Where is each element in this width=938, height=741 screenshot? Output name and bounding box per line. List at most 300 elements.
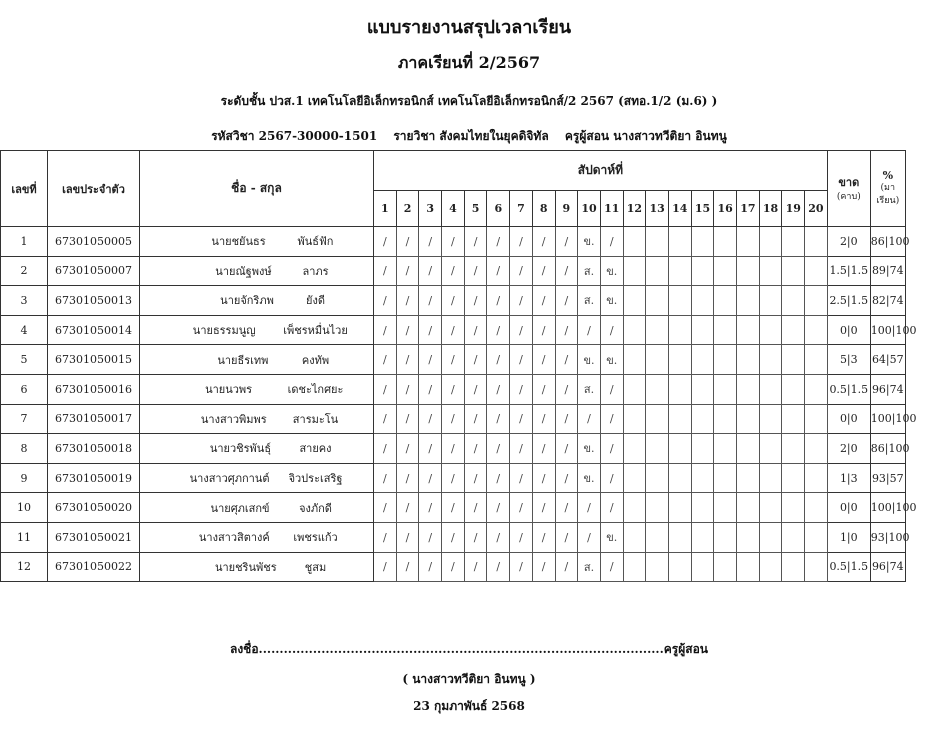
attendance-mark: / — [464, 552, 487, 582]
week-number: 2 — [396, 191, 419, 227]
percent-sub2: เรียน) — [876, 196, 900, 206]
attendance-mark: / — [600, 404, 623, 434]
attendance-mark: / — [419, 227, 442, 257]
attendance-mark — [623, 434, 646, 464]
attendance-mark: / — [464, 227, 487, 257]
attendance-mark — [782, 552, 805, 582]
attendance-percent: 100|100 — [870, 493, 905, 523]
subject-code: รหัสวิชา 2567-30000-1501 — [211, 129, 378, 143]
attendance-mark: / — [487, 374, 510, 404]
header-week: สัปดาห์ที่ — [374, 151, 828, 191]
attendance-mark — [668, 434, 691, 464]
attendance-mark: / — [374, 552, 397, 582]
attendance-mark — [691, 552, 714, 582]
last-name: สายคง — [299, 442, 332, 456]
absent-count: 2|0 — [827, 434, 870, 464]
attendance-mark: / — [487, 404, 510, 434]
attendance-mark — [805, 345, 828, 375]
student-name — [140, 374, 374, 404]
attendance-mark — [737, 404, 760, 434]
attendance-mark: / — [532, 434, 555, 464]
attendance-mark: / — [442, 256, 465, 286]
attendance-mark: / — [555, 286, 578, 316]
week-number: 16 — [714, 191, 737, 227]
last-name: เพชรแก้ว — [293, 531, 338, 545]
attendance-percent: 93|57 — [870, 463, 905, 493]
first-name: นางสาวพิมพร — [200, 412, 267, 426]
attendance-mark — [737, 434, 760, 464]
attendance-mark — [646, 493, 669, 523]
attendance-mark: / — [374, 522, 397, 552]
signature-line: ลงชื่อ.................................................................................................ครูผู้สอน — [229, 642, 709, 656]
attendance-mark — [714, 522, 737, 552]
week-number: 9 — [555, 191, 578, 227]
attendance-mark: / — [555, 434, 578, 464]
row-number: 10 — [1, 493, 48, 523]
attendance-mark: / — [487, 493, 510, 523]
attendance-mark — [623, 522, 646, 552]
attendance-mark — [737, 315, 760, 345]
student-name — [140, 463, 374, 493]
attendance-mark: / — [374, 463, 397, 493]
absent-count: 0|0 — [827, 315, 870, 345]
absent-count: 5|3 — [827, 345, 870, 375]
attendance-mark: / — [419, 404, 442, 434]
attendance-mark: / — [442, 315, 465, 345]
student-id: 67301050007 — [48, 256, 140, 286]
attendance-mark — [691, 256, 714, 286]
attendance-mark: / — [510, 256, 533, 286]
attendance-mark — [805, 522, 828, 552]
student-name — [140, 434, 374, 464]
attendance-mark — [714, 374, 737, 404]
attendance-mark: / — [442, 227, 465, 257]
attendance-mark: ส. — [578, 374, 601, 404]
student-name — [140, 493, 374, 523]
week-number: 11 — [600, 191, 623, 227]
attendance-mark — [646, 315, 669, 345]
row-number: 12 — [1, 552, 48, 582]
attendance-percent: 86|100 — [870, 227, 905, 257]
attendance-mark: / — [487, 227, 510, 257]
student-name — [140, 315, 374, 345]
attendance-mark: / — [396, 374, 419, 404]
attendance-mark: / — [374, 315, 397, 345]
attendance-mark — [623, 493, 646, 523]
attendance-mark: / — [419, 315, 442, 345]
attendance-percent: 86|100 — [870, 434, 905, 464]
first-name: นายชยันธร — [211, 235, 266, 249]
student-id: 67301050013 — [48, 286, 140, 316]
row-number: 8 — [1, 434, 48, 464]
attendance-mark: / — [532, 315, 555, 345]
attendance-mark — [623, 552, 646, 582]
attendance-mark: / — [578, 315, 601, 345]
attendance-mark: ข. — [578, 345, 601, 375]
attendance-mark — [759, 374, 782, 404]
attendance-mark — [646, 345, 669, 375]
header-absent — [827, 151, 870, 227]
attendance-mark: / — [419, 345, 442, 375]
attendance-mark — [668, 552, 691, 582]
first-name: นายนวพร — [205, 383, 253, 397]
first-name: นายณัฐพงษ์ — [215, 264, 272, 278]
attendance-mark — [759, 256, 782, 286]
attendance-mark — [668, 227, 691, 257]
attendance-mark: / — [396, 256, 419, 286]
table-row — [1, 463, 906, 493]
attendance-mark: / — [464, 374, 487, 404]
attendance-mark — [782, 286, 805, 316]
absent-count: 1|0 — [827, 522, 870, 552]
row-number: 11 — [1, 522, 48, 552]
attendance-mark — [782, 315, 805, 345]
attendance-mark — [691, 522, 714, 552]
report-date: 23 กุมภาพันธ์ 2568 — [413, 699, 525, 713]
attendance-mark — [737, 522, 760, 552]
attendance-mark — [646, 374, 669, 404]
attendance-mark: / — [600, 552, 623, 582]
attendance-mark: / — [442, 463, 465, 493]
first-name: นายธรรมนูญ — [192, 324, 256, 338]
student-name — [140, 227, 374, 257]
attendance-mark: / — [555, 374, 578, 404]
attendance-mark: / — [532, 522, 555, 552]
first-name: นายจักริภพ — [220, 294, 274, 308]
attendance-mark: / — [532, 374, 555, 404]
attendance-mark — [737, 286, 760, 316]
attendance-mark: / — [396, 404, 419, 434]
first-name: นายชรินพัชร — [214, 560, 277, 574]
attendance-mark: / — [510, 404, 533, 434]
absent-count: 2|0 — [827, 227, 870, 257]
attendance-mark — [805, 227, 828, 257]
attendance-mark: / — [600, 227, 623, 257]
attendance-mark — [668, 286, 691, 316]
teacher-name: ครูผู้สอน นางสาวทวีติยา อินทนู — [564, 129, 727, 143]
absent-count: 1|3 — [827, 463, 870, 493]
table-row — [1, 552, 906, 582]
attendance-mark: / — [442, 404, 465, 434]
attendance-mark: / — [419, 256, 442, 286]
attendance-mark — [714, 345, 737, 375]
attendance-mark — [646, 434, 669, 464]
header-percent — [870, 151, 905, 227]
attendance-mark: / — [487, 256, 510, 286]
attendance-mark: / — [487, 345, 510, 375]
attendance-mark: / — [555, 404, 578, 434]
absent-label: ขาด — [838, 176, 860, 189]
attendance-mark — [646, 463, 669, 493]
attendance-mark: / — [555, 493, 578, 523]
attendance-mark: / — [374, 493, 397, 523]
week-number: 4 — [442, 191, 465, 227]
attendance-mark: / — [374, 434, 397, 464]
attendance-mark: / — [374, 286, 397, 316]
attendance-mark: / — [396, 315, 419, 345]
header-student-id: เลขประจำตัว — [48, 151, 140, 227]
row-number: 7 — [1, 404, 48, 434]
last-name: ชูสม — [304, 560, 327, 574]
week-number: 12 — [623, 191, 646, 227]
attendance-mark — [691, 493, 714, 523]
table-body — [1, 227, 917, 582]
attendance-mark: / — [600, 493, 623, 523]
last-name: คงทัพ — [301, 353, 330, 367]
attendance-mark: / — [396, 463, 419, 493]
attendance-mark: / — [510, 315, 533, 345]
week-number: 19 — [782, 191, 805, 227]
absent-count: 0.5|1.5 — [827, 374, 870, 404]
class-line: ระดับชั้น ปวส.1 เทคโนโลยีอิเล็กทรอนิกส์ เทคโนโลยีอิเล็กทรอนิกส์/2 2567 (สทอ.1/2 (ม.6) ) — [220, 94, 718, 108]
table-row — [1, 286, 906, 316]
attendance-mark — [782, 434, 805, 464]
table-row — [1, 345, 906, 375]
student-id: 67301050015 — [48, 345, 140, 375]
attendance-mark: / — [464, 256, 487, 286]
attendance-mark: / — [464, 463, 487, 493]
header-no: เลขที่ — [1, 151, 48, 227]
attendance-mark: / — [396, 345, 419, 375]
subject-name: รายวิชา สังคมไทยในยุคดิจิทัล — [393, 129, 549, 143]
attendance-mark: / — [419, 286, 442, 316]
student-id: 67301050018 — [48, 434, 140, 464]
student-id: 67301050020 — [48, 493, 140, 523]
week-number: 15 — [691, 191, 714, 227]
attendance-mark: / — [396, 227, 419, 257]
student-name — [140, 404, 374, 434]
attendance-mark: / — [442, 552, 465, 582]
attendance-mark: / — [555, 463, 578, 493]
attendance-mark: / — [464, 404, 487, 434]
subject-line — [0, 127, 938, 146]
attendance-mark — [759, 315, 782, 345]
first-name: นางสาวสิตางค์ — [198, 531, 270, 545]
attendance-mark: / — [600, 463, 623, 493]
absent-count: 0|0 — [827, 493, 870, 523]
percent-sub1: (มา — [880, 183, 896, 193]
student-name — [140, 256, 374, 286]
absent-count: 0.5|1.5 — [827, 552, 870, 582]
attendance-mark — [805, 286, 828, 316]
student-id: 67301050017 — [48, 404, 140, 434]
attendance-mark: / — [464, 286, 487, 316]
attendance-mark: / — [487, 434, 510, 464]
first-name: นายธีรเทพ — [217, 353, 269, 367]
attendance-mark: / — [532, 345, 555, 375]
attendance-mark: / — [510, 286, 533, 316]
attendance-mark: / — [578, 522, 601, 552]
attendance-percent: 96|74 — [870, 552, 905, 582]
attendance-mark: / — [487, 522, 510, 552]
table-row — [1, 227, 906, 257]
attendance-mark — [759, 404, 782, 434]
attendance-mark — [691, 315, 714, 345]
last-name: ลาภร — [302, 264, 329, 278]
attendance-mark: ข. — [600, 345, 623, 375]
attendance-mark — [623, 256, 646, 286]
attendance-mark: / — [487, 286, 510, 316]
attendance-mark — [737, 552, 760, 582]
report-title: แบบรายงานสรุปเวลาเรียน — [366, 17, 572, 38]
attendance-mark — [714, 315, 737, 345]
attendance-mark: / — [510, 522, 533, 552]
student-id: 67301050014 — [48, 315, 140, 345]
attendance-mark: / — [510, 227, 533, 257]
attendance-mark: ส. — [578, 256, 601, 286]
attendance-mark: / — [600, 315, 623, 345]
attendance-mark: / — [374, 374, 397, 404]
attendance-mark: / — [555, 522, 578, 552]
attendance-mark: / — [419, 522, 442, 552]
attendance-mark: / — [464, 315, 487, 345]
attendance-mark — [805, 493, 828, 523]
row-number: 9 — [1, 463, 48, 493]
attendance-mark — [759, 552, 782, 582]
attendance-mark — [759, 227, 782, 257]
last-name: เดชะไกศยะ — [287, 383, 344, 397]
attendance-mark: / — [464, 434, 487, 464]
attendance-mark: / — [532, 552, 555, 582]
attendance-mark — [805, 463, 828, 493]
attendance-percent: 96|74 — [870, 374, 905, 404]
attendance-mark — [782, 256, 805, 286]
attendance-percent: 100|100 — [870, 315, 905, 345]
row-number: 3 — [1, 286, 48, 316]
student-id: 67301050021 — [48, 522, 140, 552]
first-name: นางสาวศุภกานต์ — [189, 472, 270, 486]
last-name: ยังดี — [306, 294, 325, 308]
last-name: เพ็ชรหมื่นไวย — [283, 324, 348, 338]
student-id: 67301050005 — [48, 227, 140, 257]
attendance-mark — [737, 256, 760, 286]
attendance-mark: / — [442, 522, 465, 552]
attendance-mark: / — [419, 493, 442, 523]
student-name — [140, 345, 374, 375]
last-name: พันธ์ฟัก — [297, 235, 334, 249]
week-number: 5 — [464, 191, 487, 227]
attendance-mark — [691, 374, 714, 404]
attendance-mark: / — [510, 463, 533, 493]
attendance-mark: / — [532, 463, 555, 493]
absent-unit: (คาบ) — [836, 192, 861, 202]
week-number: 20 — [805, 191, 828, 227]
attendance-mark: / — [374, 404, 397, 434]
attendance-mark: / — [578, 404, 601, 434]
attendance-mark: / — [396, 522, 419, 552]
attendance-mark: / — [532, 256, 555, 286]
attendance-mark — [782, 493, 805, 523]
attendance-mark — [714, 404, 737, 434]
attendance-mark — [714, 227, 737, 257]
attendance-mark: / — [374, 227, 397, 257]
attendance-mark: / — [555, 227, 578, 257]
attendance-mark: / — [578, 493, 601, 523]
attendance-mark: / — [487, 315, 510, 345]
attendance-percent: 82|74 — [870, 286, 905, 316]
week-number: 8 — [532, 191, 555, 227]
attendance-mark — [646, 552, 669, 582]
attendance-mark — [737, 493, 760, 523]
attendance-percent: 64|57 — [870, 345, 905, 375]
week-number: 6 — [487, 191, 510, 227]
attendance-mark — [623, 315, 646, 345]
attendance-mark: ข. — [578, 434, 601, 464]
attendance-mark: / — [374, 345, 397, 375]
attendance-mark — [782, 404, 805, 434]
attendance-mark — [668, 404, 691, 434]
attendance-mark — [668, 345, 691, 375]
attendance-mark — [759, 493, 782, 523]
table-row — [1, 256, 906, 286]
attendance-mark — [714, 552, 737, 582]
attendance-mark: ข. — [600, 522, 623, 552]
attendance-mark: ข. — [578, 227, 601, 257]
attendance-mark: / — [510, 552, 533, 582]
table-row — [1, 434, 906, 464]
attendance-mark — [714, 463, 737, 493]
absent-count: 2.5|1.5 — [827, 286, 870, 316]
attendance-mark: / — [396, 493, 419, 523]
attendance-mark: / — [600, 374, 623, 404]
attendance-mark: / — [532, 286, 555, 316]
attendance-table — [0, 150, 917, 582]
attendance-mark: ส. — [578, 286, 601, 316]
attendance-mark — [668, 493, 691, 523]
row-number: 4 — [1, 315, 48, 345]
attendance-mark — [623, 374, 646, 404]
attendance-mark — [646, 286, 669, 316]
table-row — [1, 404, 906, 434]
attendance-mark — [782, 522, 805, 552]
attendance-mark: ส. — [578, 552, 601, 582]
attendance-mark — [691, 286, 714, 316]
attendance-mark — [737, 345, 760, 375]
table-row — [1, 493, 906, 523]
attendance-mark: / — [419, 374, 442, 404]
attendance-mark — [737, 463, 760, 493]
attendance-mark: ข. — [600, 256, 623, 286]
attendance-mark: / — [555, 552, 578, 582]
attendance-percent: 100|100 — [870, 404, 905, 434]
attendance-mark: / — [532, 404, 555, 434]
attendance-mark — [668, 315, 691, 345]
attendance-mark — [691, 463, 714, 493]
table-header — [1, 151, 906, 227]
attendance-percent: 93|100 — [870, 522, 905, 552]
attendance-mark — [805, 315, 828, 345]
signature-teacher-name: ( นางสาวทวีติยา อินทนู ) — [402, 672, 536, 686]
attendance-mark: / — [374, 256, 397, 286]
attendance-mark: / — [464, 493, 487, 523]
attendance-mark: / — [487, 552, 510, 582]
attendance-mark — [714, 493, 737, 523]
attendance-mark: / — [510, 493, 533, 523]
first-name: นายวชิรพันธุ์ — [209, 442, 272, 456]
attendance-mark — [623, 286, 646, 316]
attendance-mark — [782, 345, 805, 375]
attendance-mark: / — [555, 256, 578, 286]
attendance-mark: / — [555, 315, 578, 345]
week-number: 7 — [510, 191, 533, 227]
attendance-mark: / — [419, 434, 442, 464]
attendance-mark — [759, 286, 782, 316]
attendance-mark: / — [555, 345, 578, 375]
attendance-mark: / — [510, 434, 533, 464]
week-number: 13 — [646, 191, 669, 227]
attendance-mark — [646, 404, 669, 434]
attendance-mark: / — [532, 493, 555, 523]
